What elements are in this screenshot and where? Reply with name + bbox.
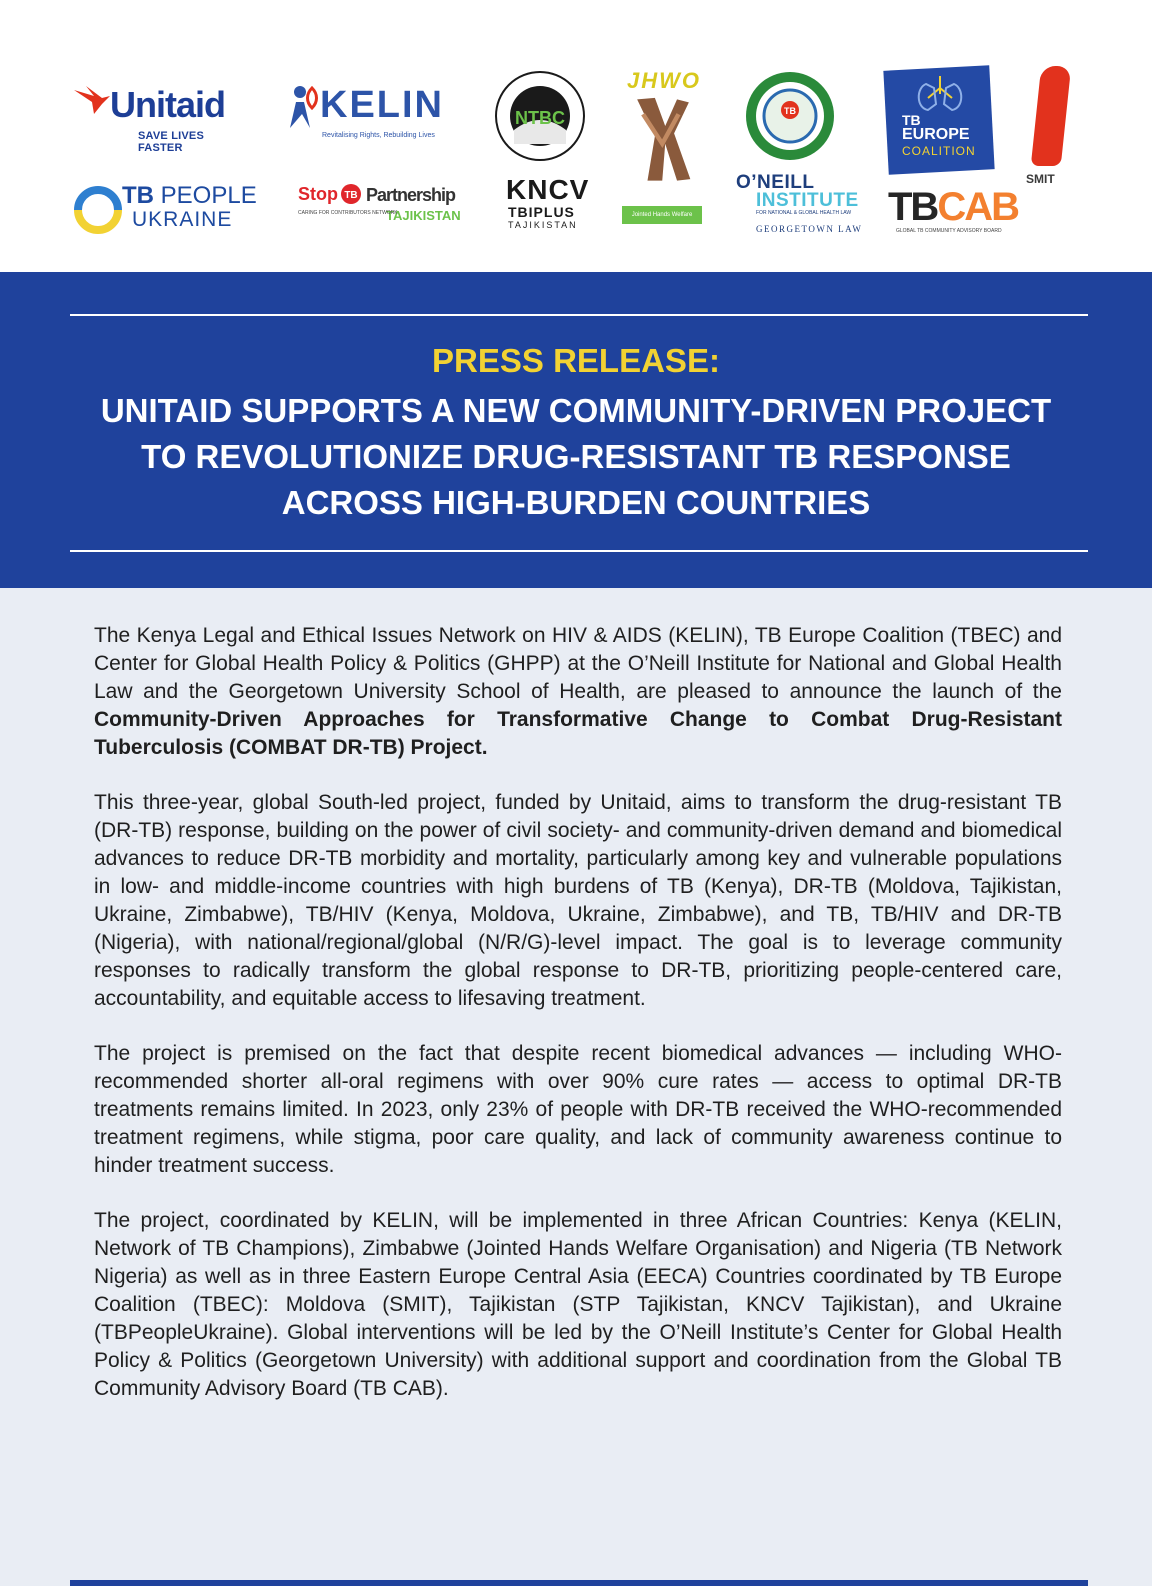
ntbc-mark: NTBC xyxy=(515,108,565,128)
smit-logo xyxy=(1026,66,1076,190)
oneill-line1: O’NEILL xyxy=(736,172,815,193)
tbcab-logo xyxy=(888,186,1038,238)
tb-people-line2: UKRAINE xyxy=(132,208,233,231)
tb-people-line1: TB PEOPLE xyxy=(122,182,257,209)
footer-bar xyxy=(70,1580,1088,1586)
unitaid-tagline: SAVE LIVES FASTER xyxy=(138,130,204,154)
jhwo-wordmark: JHWO xyxy=(627,68,701,93)
stop-tb-tagline: CARING FOR CONTRIBUTORS NETWORK xyxy=(298,210,398,216)
stop-tb-stop: Stop xyxy=(298,184,338,204)
stop-tb-country: TAJIKISTAN xyxy=(386,208,461,223)
kelin-logo xyxy=(286,82,446,148)
stop-tb-partnership: Partnership xyxy=(366,185,456,205)
oneill-tagline: FOR NATIONAL & GLOBAL HEALTH LAW xyxy=(756,210,852,216)
oneill-institute-logo xyxy=(736,172,866,238)
tb-europe-coalition-logo xyxy=(886,68,992,172)
kncv-line2: TBIPLUS xyxy=(508,204,575,220)
ntbc-emblem-icon xyxy=(494,70,586,162)
joined-hands-icon xyxy=(622,92,704,222)
seal-emblem-icon xyxy=(744,70,836,162)
smit-mark xyxy=(1031,66,1072,166)
tb-circle-icon xyxy=(340,183,362,205)
press-release-kicker: PRESS RELEASE: xyxy=(432,342,720,379)
kelin-tagline: Revitalising Rights, Rebuilding Lives xyxy=(322,132,435,139)
kncv-line3: TAJIKISTAN xyxy=(508,220,578,230)
oneill-line2: INSTITUTE xyxy=(756,190,859,211)
kncv-logo xyxy=(504,174,590,234)
paragraph-implementation: The project, coordinated by KELIN, will be implemented in three African Countries: Kenya (KELIN, Network of TB Champions), Zimbabwe (Jointed Hands Welfare Organisation) and Nigeria (TB Network Nigeria) as well as in three Eastern Europe Central Asia (EECA) Countries coordinated by TB Europe Coalition (TBEC): Moldova (SMIT), Tajikistan (STP Tajikistan, KNCV Tajikistan), and Ukraine (TBPeopleUkraine). Global interventions will be led by the O’Neill Institute’s Center for Global Health Policy & Politics (Georgetown University) with additional support and coordination from the Global TB Community Advisory Board (TB CAB). xyxy=(94,1209,1062,1400)
seal-mark: TB xyxy=(784,106,796,116)
tb-europe-line1: TB xyxy=(902,112,921,128)
lungs-icon xyxy=(910,74,970,114)
stop-tb-partnership-logo xyxy=(298,184,468,228)
partner-logos xyxy=(0,0,1152,272)
unitaid-logo xyxy=(72,80,250,154)
unitaid-wordmark: Unitaid xyxy=(110,84,225,125)
bird-icon xyxy=(72,84,112,118)
project-name: Community-Driven Approaches for Transformative Change to Combat Drug-Resistant Tuberculosis (COMBAT DR-TB) Project. xyxy=(94,708,1062,759)
paragraph-project-aims: This three-year, global South-led project, funded by Unitaid, aims to transform the drug-resistant TB (DR-TB) response, building on the power of civil society- and community-driven demand and biomedical advances to reduce DR-TB morbidity and mortality, particularly among key and vulnerable populations in low- and middle-income countries with high burdens of TB (Kenya), DR-TB (Moldova, Tajikistan, Ukraine, Zimbabwe), TB/HIV (Kenya, Moldova, Ukraine, Zimbabwe), and TB, TB/HIV and DR-TB (Nigeria), with national/regional/global (N/R/G)-level impact. The goal is to leverage community responses to radically transform the global response to DR-TB, prioritizing people-centered care, accountability, and equitable access to lifesaving treatment. xyxy=(94,791,1062,1010)
oneill-line3: GEORGETOWN LAW xyxy=(756,224,863,234)
ntbc-logo xyxy=(494,70,586,162)
person-ribbon-icon xyxy=(286,84,320,130)
tb-people-ukraine-logo xyxy=(74,180,258,240)
jhwo-tagline: Jointed Hands Welfare Organisation xyxy=(622,206,702,224)
tbcab-tagline: GLOBAL TB COMMUNITY ADVISORY BOARD xyxy=(896,228,1002,234)
kncv-line1: KNCV xyxy=(506,174,590,205)
intro-text: The Kenya Legal and Ethical Issues Network on HIV & AIDS (KELIN), TB Europe Coalition (TBEC) and Center for Global Health Policy & Politics (GHPP) at the O’Neill Institute for National and Global Health Law and the Georgetown University School of Health, are pleased to announce the launch of the xyxy=(94,624,1062,703)
page-title: UNITAID SUPPORTS A NEW COMMUNITY-DRIVEN PROJECT TO REVOLUTIONIZE DRUG-RESISTANT TB RESPONSE ACROSS HIGH-BURDEN COUNTRIES xyxy=(100,392,1052,521)
kelin-wordmark: KELIN xyxy=(320,84,444,126)
article-body xyxy=(94,622,1062,1430)
tbcab-wordmark: TBCAB xyxy=(888,185,1018,229)
svg-text:TB: TB xyxy=(344,190,358,201)
bottom-divider xyxy=(70,550,1088,552)
paragraph-intro xyxy=(94,622,1062,762)
top-divider xyxy=(70,314,1088,316)
paragraph-premise: The project is premised on the fact that despite recent biomedical advances — including WHO-recommended shorter all-oral regimens with over 90% cure rates — access to optimal DR-TB treatments remains limited. In 2023, only 23% of people with DR-TB received the WHO-recommended treatment regimens, while stigma, poor care quality, and lack of community awareness continue to hinder treatment success. xyxy=(94,1042,1062,1177)
tb-seal-logo xyxy=(744,70,836,162)
title-band xyxy=(0,272,1152,588)
tb-europe-line2: EUROPE xyxy=(902,126,970,143)
smit-wordmark: SMIT xyxy=(1026,172,1055,186)
jhwo-logo xyxy=(614,68,710,236)
tb-europe-line3: COALITION xyxy=(902,144,976,158)
ring-icon xyxy=(74,182,122,238)
